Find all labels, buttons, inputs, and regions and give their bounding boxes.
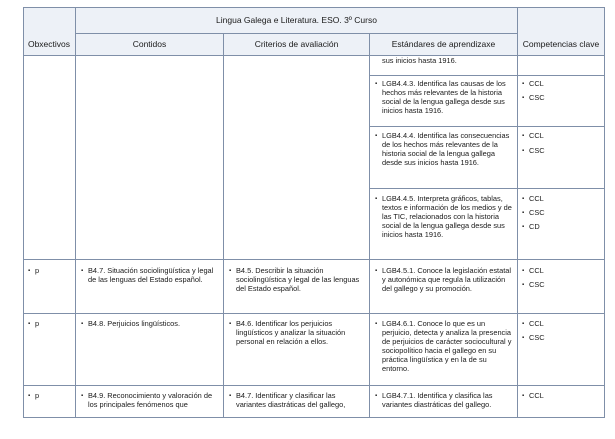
- competency-item: ▪ CCL: [529, 320, 544, 329]
- criterion-text: ▪ B4.7. Identificar y clasificar las variantes diastráticas del gallego,: [236, 392, 365, 410]
- header-competencias: Competencias clave: [522, 39, 600, 49]
- standard-text: ▪ LGB4.4.5. Interpreta gráficos, tablas, textos e información de los medios y de las TIC, relacionados con la historia social de la lengua gallega desde sus inicios hasta 1916.: [382, 195, 513, 240]
- header-criterios: Criterios de avaliación: [254, 39, 339, 49]
- competency-item: ▪ CSC: [529, 147, 545, 156]
- table-title: Lingua Galega e Literatura. ESO. 3º Curso: [216, 15, 377, 25]
- standard-text: ▪ LGB4.7.1. Identifica y clasifica las variantes diastráticas del gallego.: [382, 392, 513, 410]
- content-text: ▪ B4.8. Perjuicios lingüísticos.: [88, 320, 219, 329]
- standard-text: ▪ LGB4.4.4. Identifica las consecuencias de los hechos más relevantes de la historia social de la lengua gallega desde sus inicios hasta 1916.: [382, 132, 513, 168]
- competency-item: ▪ CSC: [529, 334, 545, 343]
- header-objetivos: Obxectivos: [27, 39, 71, 49]
- standard-text: ▪ LGB4.6.1. Conoce lo que es un perjuicio, detecta y analiza la presencia de perjuicios de carácter sociocultural y sociopolítico hacia el gallego en su práctica lingüística y en la de su entorno.: [382, 320, 513, 373]
- objective-item: ▪ p: [35, 320, 39, 329]
- content-text: ▪ B4.7. Situación sociolingüística y legal de las lenguas del Estado español.: [88, 267, 219, 285]
- criterion-text: ▪ B4.6. Identificar los perjuicios lingüísticos y analizar la situación personal en relación a ellos.: [236, 320, 365, 347]
- competency-item: ▪ CSC: [529, 281, 545, 290]
- competency-item: ▪ CCL: [529, 195, 544, 204]
- objective-item: ▪ p: [35, 392, 39, 401]
- competency-item: ▪ CSC: [529, 209, 545, 218]
- header-contenidos: Contidos: [132, 39, 167, 49]
- competency-item: ▪ CD: [529, 223, 540, 232]
- standard-text: ▪ LGB4.4.3. Identifica las causas de los hechos más relevantes de la historia social de la lengua gallega desde sus inicios hasta 1916.: [382, 80, 513, 116]
- criterion-text: ▪ B4.5. Describir la situación sociolingüística y legal de las lenguas del Estado español.: [236, 267, 365, 294]
- objective-item: ▪ p: [35, 267, 39, 276]
- competency-item: ▪ CCL: [529, 80, 544, 89]
- competency-item: ▪ CCL: [529, 267, 544, 276]
- header-estandares: Estándares de aprendizaxe: [391, 39, 496, 49]
- competency-item: ▪ CSC: [529, 94, 545, 103]
- competency-item: ▪ CCL: [529, 132, 544, 141]
- standard-text: ▪ LGB4.5.1. Conoce la legislación estatal y autonómica que regula la utilización del gallego y su promoción.: [382, 267, 513, 294]
- carry-over-text: sus inicios hasta 1916.: [382, 56, 457, 65]
- content-text: ▪ B4.9. Reconocimiento y valoración de los principales fenómenos que: [88, 392, 219, 410]
- competency-item: ▪ CCL: [529, 392, 544, 401]
